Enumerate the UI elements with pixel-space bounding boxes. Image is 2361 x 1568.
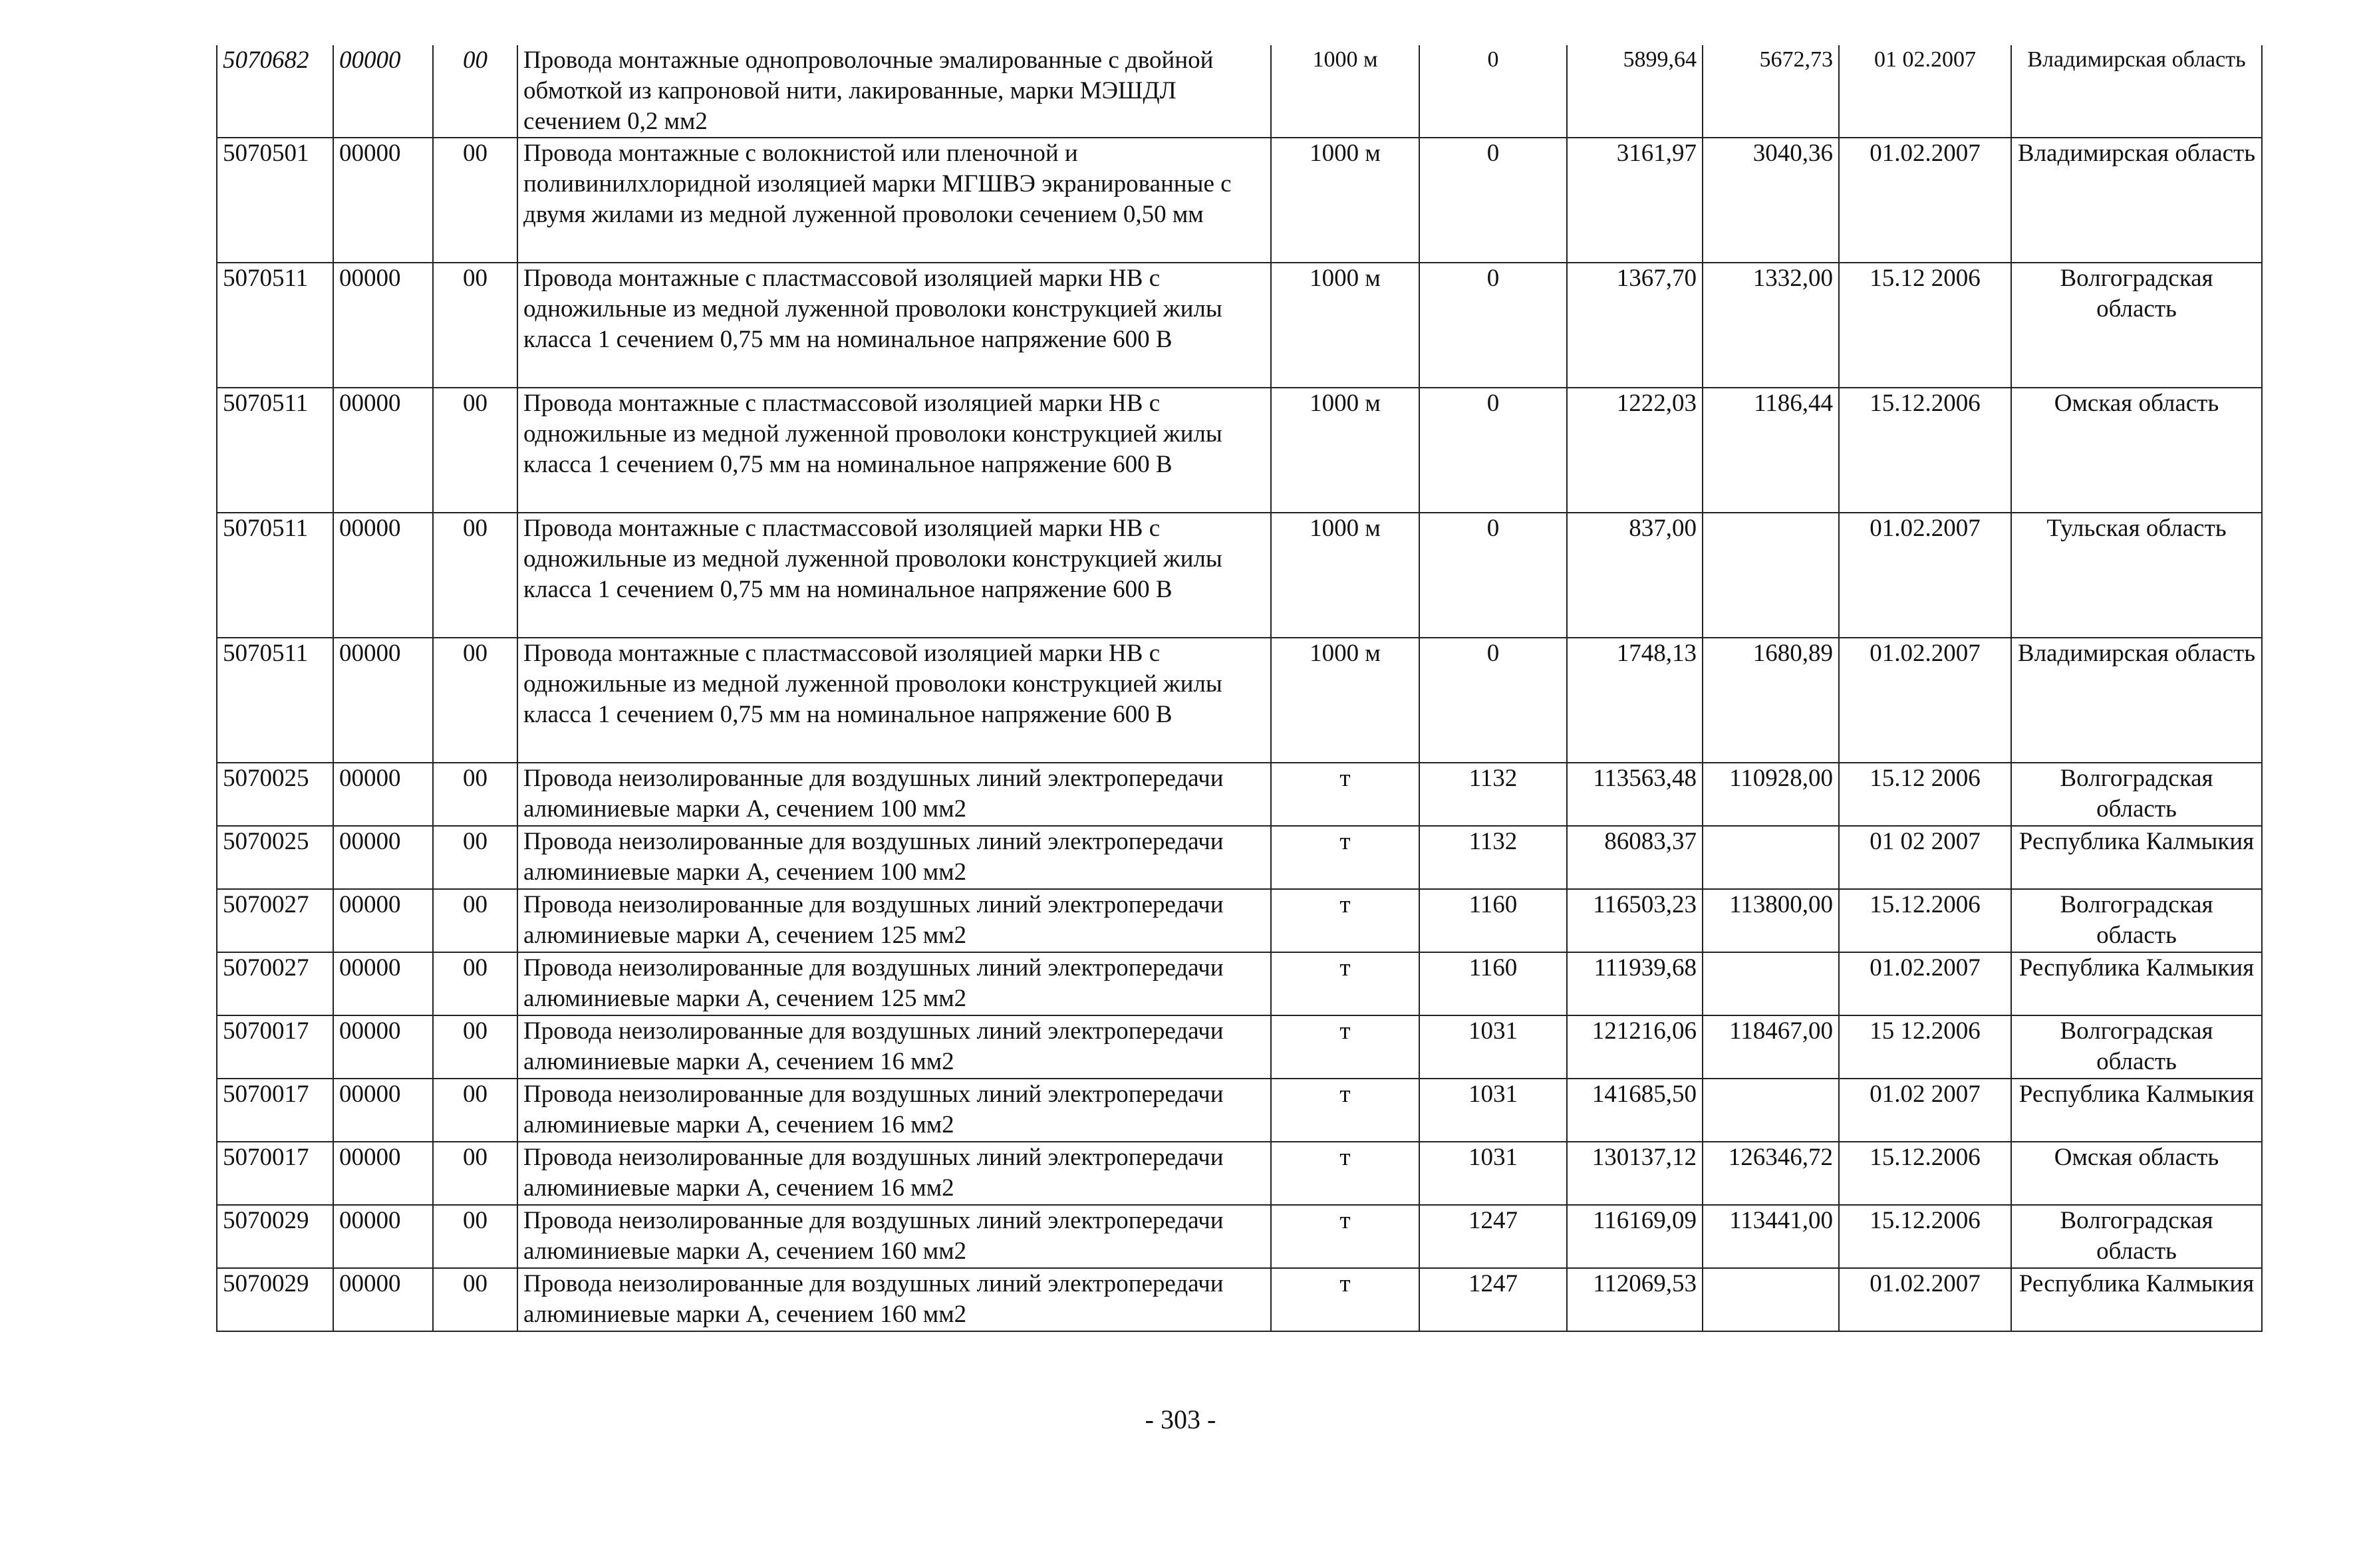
item-class: 00 bbox=[433, 513, 517, 638]
item-class: 00 bbox=[433, 1205, 517, 1268]
item-qty: 1132 bbox=[1419, 763, 1567, 826]
item-price-2 bbox=[1703, 513, 1839, 638]
item-qty: 1132 bbox=[1419, 826, 1567, 889]
item-subcode: 00000 bbox=[333, 263, 433, 388]
item-qty: 0 bbox=[1419, 263, 1567, 388]
item-class: 00 bbox=[433, 388, 517, 513]
item-price-1: 837,00 bbox=[1567, 513, 1703, 638]
item-region: Республика Калмыкия bbox=[2011, 826, 2262, 889]
item-price-2: 110928,00 bbox=[1703, 763, 1839, 826]
item-price-1: 116503,23 bbox=[1567, 889, 1703, 952]
item-code: 5070511 bbox=[217, 513, 333, 638]
item-code: 5070029 bbox=[217, 1268, 333, 1331]
table-row bbox=[217, 763, 2262, 826]
item-price-1: 130137,12 bbox=[1567, 1142, 1703, 1205]
table-row bbox=[217, 263, 2262, 388]
item-date: 01.02.2007 bbox=[1839, 638, 2011, 763]
item-region: Волгоградская область bbox=[2011, 263, 2262, 388]
item-qty: 0 bbox=[1419, 45, 1567, 138]
item-name: Провода монтажные с пластмассовой изоляцией марки НВ с одножильные из медной луженной проволоки конструкцией жилы класса 1 сечением 0,75 мм на номинальное напряжение 600 В bbox=[517, 513, 1271, 638]
item-price-2 bbox=[1703, 826, 1839, 889]
item-name: Провода неизолированные для воздушных линий электропередачи алюминиевые марки А, сечением 160 мм2 bbox=[517, 1268, 1271, 1331]
item-price-1: 1222,03 bbox=[1567, 388, 1703, 513]
table-row bbox=[217, 826, 2262, 889]
item-price-1: 3161,97 bbox=[1567, 138, 1703, 263]
item-date: 15 12.2006 bbox=[1839, 1015, 2011, 1079]
item-region: Республика Калмыкия bbox=[2011, 1079, 2262, 1142]
item-qty: 1031 bbox=[1419, 1079, 1567, 1142]
item-date: 01.02.2007 bbox=[1839, 513, 2011, 638]
item-unit: т bbox=[1271, 1079, 1419, 1142]
item-code: 5070017 bbox=[217, 1142, 333, 1205]
item-subcode: 00000 bbox=[333, 1205, 433, 1268]
item-price-2: 3040,36 bbox=[1703, 138, 1839, 263]
table-row bbox=[217, 388, 2262, 513]
item-subcode: 00000 bbox=[333, 889, 433, 952]
item-region: Волгоградская область bbox=[2011, 1015, 2262, 1079]
item-name: Провода неизолированные для воздушных линий электропередачи алюминиевые марки А, сечением 160 мм2 bbox=[517, 1205, 1271, 1268]
item-region: Владимирская область bbox=[2011, 138, 2262, 263]
item-region: Владимирская область bbox=[2011, 45, 2262, 138]
page-number: - 303 - bbox=[1145, 1404, 1216, 1434]
item-unit: т bbox=[1271, 1142, 1419, 1205]
item-date: 01.02 2007 bbox=[1839, 1079, 2011, 1142]
item-price-1: 141685,50 bbox=[1567, 1079, 1703, 1142]
item-unit: т bbox=[1271, 1205, 1419, 1268]
item-unit: т bbox=[1271, 763, 1419, 826]
item-qty: 0 bbox=[1419, 138, 1567, 263]
item-class: 00 bbox=[433, 1079, 517, 1142]
item-name: Провода монтажные с пластмассовой изоляцией марки НВ с одножильные из медной луженной проволоки конструкцией жилы класса 1 сечением 0,75 мм на номинальное напряжение 600 В bbox=[517, 388, 1271, 513]
item-class: 00 bbox=[433, 638, 517, 763]
item-class: 00 bbox=[433, 889, 517, 952]
table-row bbox=[217, 1079, 2262, 1142]
item-price-1: 1748,13 bbox=[1567, 638, 1703, 763]
item-price-1: 111939,68 bbox=[1567, 952, 1703, 1015]
item-unit: 1000 м bbox=[1271, 638, 1419, 763]
item-qty: 0 bbox=[1419, 638, 1567, 763]
item-unit: 1000 м bbox=[1271, 138, 1419, 263]
item-date: 15.12 2006 bbox=[1839, 263, 2011, 388]
item-region: Тульская область bbox=[2011, 513, 2262, 638]
table-row bbox=[217, 1142, 2262, 1205]
item-region: Омская область bbox=[2011, 388, 2262, 513]
item-name: Провода монтажные с пластмассовой изоляцией марки НВ с одножильные из медной луженной проволоки конструкцией жилы класса 1 сечением 0,75 мм на номинальное напряжение 600 В bbox=[517, 263, 1271, 388]
table-row bbox=[217, 889, 2262, 952]
item-region: Владимирская область bbox=[2011, 638, 2262, 763]
item-price-2 bbox=[1703, 1079, 1839, 1142]
item-date: 01 02 2007 bbox=[1839, 826, 2011, 889]
item-subcode: 00000 bbox=[333, 1268, 433, 1331]
item-price-1: 5899,64 bbox=[1567, 45, 1703, 138]
item-price-1: 121216,06 bbox=[1567, 1015, 1703, 1079]
item-unit: 1000 м bbox=[1271, 513, 1419, 638]
item-region: Республика Калмыкия bbox=[2011, 1268, 2262, 1331]
item-date: 15.12.2006 bbox=[1839, 1205, 2011, 1268]
item-class: 00 bbox=[433, 138, 517, 263]
item-subcode: 00000 bbox=[333, 638, 433, 763]
item-price-2: 1680,89 bbox=[1703, 638, 1839, 763]
item-date: 01 02.2007 bbox=[1839, 45, 2011, 138]
item-qty: 0 bbox=[1419, 388, 1567, 513]
item-name: Провода неизолированные для воздушных линий электропередачи алюминиевые марки А, сечением 100 мм2 bbox=[517, 763, 1271, 826]
price-table bbox=[216, 45, 2263, 1332]
item-price-1: 112069,53 bbox=[1567, 1268, 1703, 1331]
item-qty: 1247 bbox=[1419, 1268, 1567, 1331]
item-qty: 1247 bbox=[1419, 1205, 1567, 1268]
item-code: 5070682 bbox=[217, 45, 333, 138]
item-class: 00 bbox=[433, 826, 517, 889]
item-price-1: 86083,37 bbox=[1567, 826, 1703, 889]
item-unit: 1000 м bbox=[1271, 45, 1419, 138]
item-name: Провода неизолированные для воздушных линий электропередачи алюминиевые марки А, сечением 16 мм2 bbox=[517, 1142, 1271, 1205]
item-code: 5070029 bbox=[217, 1205, 333, 1268]
item-subcode: 00000 bbox=[333, 45, 433, 138]
item-name: Провода неизолированные для воздушных линий электропередачи алюминиевые марки А, сечением 16 мм2 bbox=[517, 1015, 1271, 1079]
item-subcode: 00000 bbox=[333, 763, 433, 826]
item-subcode: 00000 bbox=[333, 1079, 433, 1142]
item-unit: т bbox=[1271, 889, 1419, 952]
item-region: Волгоградская область bbox=[2011, 889, 2262, 952]
table-row bbox=[217, 1268, 2262, 1331]
item-code: 5070027 bbox=[217, 889, 333, 952]
item-price-1: 1367,70 bbox=[1567, 263, 1703, 388]
item-code: 5070511 bbox=[217, 638, 333, 763]
item-date: 01.02.2007 bbox=[1839, 138, 2011, 263]
table-row bbox=[217, 1205, 2262, 1268]
item-region: Омская область bbox=[2011, 1142, 2262, 1205]
item-name: Провода неизолированные для воздушных линий электропередачи алюминиевые марки А, сечением 125 мм2 bbox=[517, 889, 1271, 952]
item-unit: 1000 м bbox=[1271, 388, 1419, 513]
item-code: 5070511 bbox=[217, 388, 333, 513]
item-code: 5070017 bbox=[217, 1079, 333, 1142]
item-subcode: 00000 bbox=[333, 388, 433, 513]
item-price-2 bbox=[1703, 952, 1839, 1015]
item-subcode: 00000 bbox=[333, 138, 433, 263]
item-code: 5070025 bbox=[217, 826, 333, 889]
item-subcode: 00000 bbox=[333, 1015, 433, 1079]
item-price-2: 1186,44 bbox=[1703, 388, 1839, 513]
item-code: 5070025 bbox=[217, 763, 333, 826]
item-code: 5070501 bbox=[217, 138, 333, 263]
item-unit: т bbox=[1271, 826, 1419, 889]
item-date: 01.02.2007 bbox=[1839, 952, 2011, 1015]
item-date: 15.12.2006 bbox=[1839, 1142, 2011, 1205]
item-price-2: 5672,73 bbox=[1703, 45, 1839, 138]
item-region: Волгоградская область bbox=[2011, 763, 2262, 826]
item-date: 15.12.2006 bbox=[1839, 388, 2011, 513]
item-class: 00 bbox=[433, 263, 517, 388]
item-price-2: 118467,00 bbox=[1703, 1015, 1839, 1079]
item-date: 01.02.2007 bbox=[1839, 1268, 2011, 1331]
item-price-1: 116169,09 bbox=[1567, 1205, 1703, 1268]
item-price-2: 126346,72 bbox=[1703, 1142, 1839, 1205]
item-region: Волгоградская область bbox=[2011, 1205, 2262, 1268]
item-class: 00 bbox=[433, 1268, 517, 1331]
item-region: Республика Калмыкия bbox=[2011, 952, 2262, 1015]
item-qty: 1160 bbox=[1419, 952, 1567, 1015]
table-row bbox=[217, 513, 2262, 638]
item-name: Провода монтажные с пластмассовой изоляцией марки НВ с одножильные из медной луженной проволоки конструкцией жилы класса 1 сечением 0,75 мм на номинальное напряжение 600 В bbox=[517, 638, 1271, 763]
table-row bbox=[217, 45, 2262, 138]
item-unit: т bbox=[1271, 1015, 1419, 1079]
item-qty: 1031 bbox=[1419, 1015, 1567, 1079]
item-code: 5070027 bbox=[217, 952, 333, 1015]
item-class: 00 bbox=[433, 1015, 517, 1079]
item-price-2: 113441,00 bbox=[1703, 1205, 1839, 1268]
item-name: Провода монтажные однопроволочные эмалированные с двойной обмоткой из капроновой нити, лакированные, марки МЭШДЛ сечением 0,2 мм2 bbox=[517, 45, 1271, 138]
item-price-2: 113800,00 bbox=[1703, 889, 1839, 952]
item-unit: т bbox=[1271, 952, 1419, 1015]
item-subcode: 00000 bbox=[333, 826, 433, 889]
item-name: Провода неизолированные для воздушных линий электропередачи алюминиевые марки А, сечением 125 мм2 bbox=[517, 952, 1271, 1015]
table-row bbox=[217, 1015, 2262, 1079]
item-qty: 0 bbox=[1419, 513, 1567, 638]
item-price-2: 1332,00 bbox=[1703, 263, 1839, 388]
item-class: 00 bbox=[433, 763, 517, 826]
item-date: 15.12.2006 bbox=[1839, 889, 2011, 952]
item-subcode: 00000 bbox=[333, 513, 433, 638]
table-row bbox=[217, 638, 2262, 763]
item-class: 00 bbox=[433, 952, 517, 1015]
item-subcode: 00000 bbox=[333, 952, 433, 1015]
item-class: 00 bbox=[433, 1142, 517, 1205]
item-date: 15.12 2006 bbox=[1839, 763, 2011, 826]
item-unit: т bbox=[1271, 1268, 1419, 1331]
item-class: 00 bbox=[433, 45, 517, 138]
item-name: Провода монтажные с волокнистой или пленочной и поливинилхлоридной изоляцией марки МГШВЭ экранированные с двумя жилами из медной луженной проволоки сечением 0,50 мм bbox=[517, 138, 1271, 263]
item-subcode: 00000 bbox=[333, 1142, 433, 1205]
item-code: 5070511 bbox=[217, 263, 333, 388]
table-row bbox=[217, 138, 2262, 263]
item-price-1: 113563,48 bbox=[1567, 763, 1703, 826]
item-unit: 1000 м bbox=[1271, 263, 1419, 388]
item-qty: 1160 bbox=[1419, 889, 1567, 952]
item-name: Провода неизолированные для воздушных линий электропередачи алюминиевые марки А, сечением 16 мм2 bbox=[517, 1079, 1271, 1142]
item-code: 5070017 bbox=[217, 1015, 333, 1079]
table-row bbox=[217, 952, 2262, 1015]
item-price-2 bbox=[1703, 1268, 1839, 1331]
item-name: Провода неизолированные для воздушных линий электропередачи алюминиевые марки А, сечением 100 мм2 bbox=[517, 826, 1271, 889]
item-qty: 1031 bbox=[1419, 1142, 1567, 1205]
